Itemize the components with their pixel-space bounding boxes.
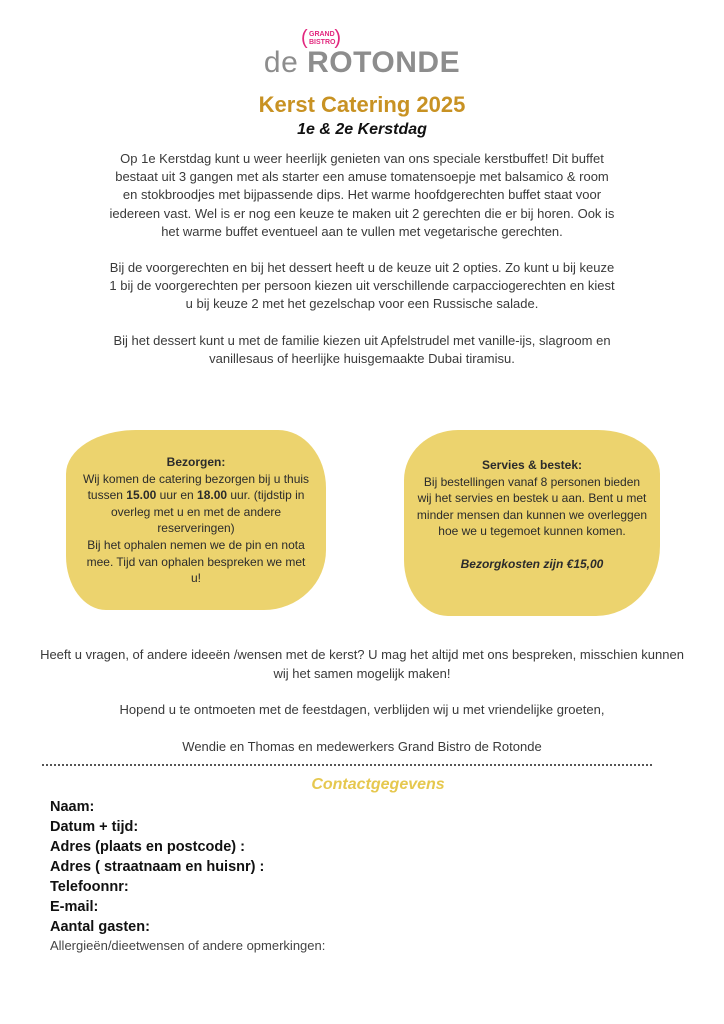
closing-paragraph-2: Hopend u te ontmoeten met de feestdagen, verblijden wij u met vriendelijke groeten,	[119, 702, 605, 717]
field-phone: Telefoonnr:	[50, 879, 129, 895]
logo-prefix: de	[263, 46, 308, 79]
pickup-text-1: Wij komen de catering bezorgen bij u thuis tussen	[82, 471, 310, 503]
dotted-divider	[42, 764, 652, 766]
badge-line-2: BISTRO	[309, 39, 336, 46]
field-guests: Aantal gasten:	[50, 919, 150, 935]
field-name: Naam:	[50, 799, 95, 815]
contact-title: Contactgegevens	[311, 776, 445, 793]
field-email: E-mail:	[50, 899, 99, 915]
pickup-text	[80, 471, 312, 537]
intro-text	[108, 150, 616, 386]
closing-paragraph-1: Heeft u vragen, of andere ideeën /wensen met de kerst? U mag het altijd met ons bespreken, misschien kunnen wij het samen mogelijk maken!	[40, 647, 684, 681]
pickup-card	[80, 454, 312, 587]
closing-signature: Wendie en Thomas en medewerkers Grand Bistro de Rotonde	[182, 738, 542, 754]
intro-paragraph-2: Bij de voorgerechten en bij het dessert heeft u de keuze uit 2 opties. Zo kunt u bij keuze 1 bij de voorgerechten per persoon kiezen uit verschillende carpacciogerechten en kiest u bij keuze 2 met het gezelschap voor een Russische salade.	[109, 260, 615, 312]
logo-main: ROTONDE	[307, 46, 461, 79]
field-date-time: Datum + tijd:	[50, 819, 139, 835]
service-heading: Servies & bestek:	[481, 458, 583, 472]
page-subtitle: 1e & 2e Kerstdag	[297, 121, 427, 138]
badge-line-1: GRAND	[309, 31, 335, 38]
field-address-city: Adres (plaats en postcode) :	[50, 839, 245, 855]
field-remarks: Allergieën/dieetwensen of andere opmerkingen:	[50, 938, 326, 953]
delivery-cost: Bezorgkosten zijn €15,00	[460, 556, 604, 571]
pickup-text-3: uur. (tijdstip in overleg met u en met de andere reserveringen)	[110, 488, 305, 536]
logo-wordmark	[0, 46, 724, 80]
pickup-time-to: 18.00	[197, 488, 228, 503]
pickup-note: Bij het ophalen nemen we de pin en nota mee. Tijd van ophalen bespreken we met u!	[86, 537, 306, 586]
closing-text	[40, 646, 684, 774]
grand-bistro-badge: ( GRAND BISTRO )	[301, 27, 341, 49]
intro-paragraph-1: Op 1e Kerstdag kunt u weer heerlijk genieten van ons speciale kerstbuffet! Dit buffet bestaat uit 3 gangen met als starter een amuse tomatensoepje met balsamico & room en stokbroodjes met bijpassende dips. Het warme hoofdgerechten buffet staat voor iedereen vast. Wel is er nog een keuze te maken uit 2 gerechten die er bij horen. Ook is het warme buffet eventueel aan te vullen met vegetarische gerechten.	[109, 151, 615, 239]
service-text: Bij bestellingen vanaf 8 personen bieden wij het servies en bestek u aan. Bent u met minder mensen dan kunnen we overleggen hoe we u tegemoet kunnen komen.	[416, 474, 648, 539]
contact-form	[50, 797, 325, 955]
field-address-street: Adres ( straatnaam en huisnr) :	[50, 859, 265, 875]
pickup-time-from: 15.00	[126, 488, 157, 503]
intro-paragraph-3: Bij het dessert kunt u met de familie kiezen uit Apfelstrudel met vanille-ijs, slagroom en vanillesaus of heerlijke huisgemaakte Dubai tiramisu.	[113, 332, 611, 366]
pickup-heading: Bezorgen:	[166, 455, 226, 469]
page-title: Kerst Catering 2025	[258, 92, 466, 117]
service-card	[416, 457, 648, 573]
pickup-text-2: uur en	[156, 488, 198, 503]
